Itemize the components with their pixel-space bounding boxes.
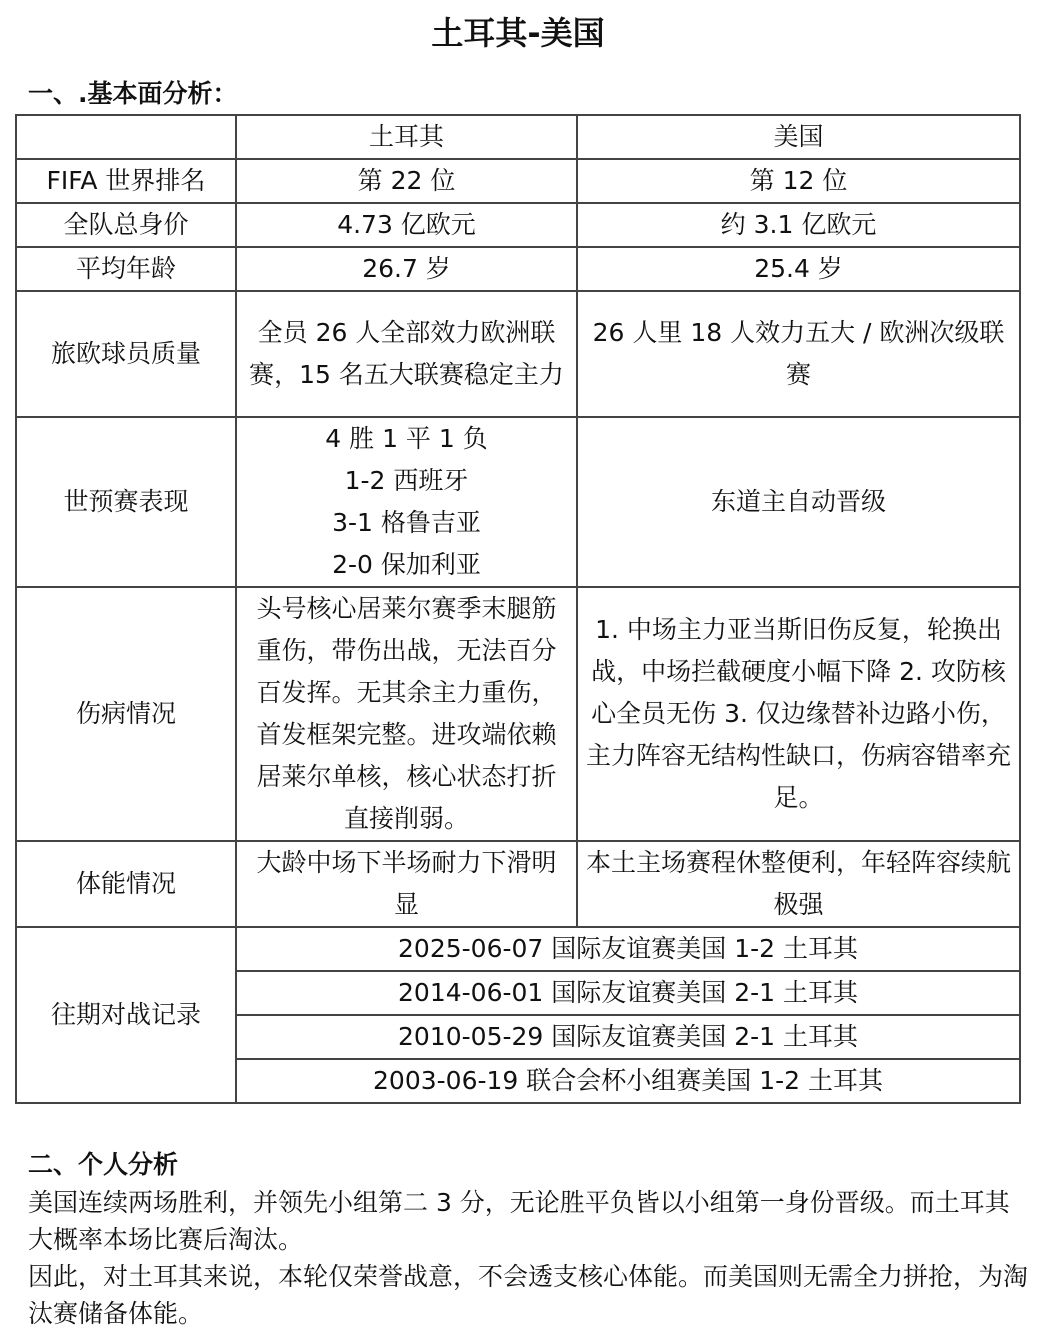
header-cell-usa: 美国	[577, 115, 1020, 159]
cell-usa: 本土主场赛程休整便利，年轻阵容续航极强	[577, 841, 1020, 927]
comparison-table	[15, 114, 1021, 1104]
row-label: FIFA 世界排名	[16, 159, 236, 203]
header-cell-empty	[16, 115, 236, 159]
cell-usa: 约 3.1 亿欧元	[577, 203, 1020, 247]
cell-usa: 26 人里 18 人效力五大 / 欧洲次级联赛	[577, 291, 1020, 417]
cell-usa: 第 12 位	[577, 159, 1020, 203]
row-label-history: 往期对战记录	[16, 927, 236, 1103]
history-match: 2025-06-07 国际友谊赛美国 1-2 土耳其	[236, 927, 1020, 971]
analysis-paragraph: 因此，对土耳其来说，本轮仅荣誉战意，不会透支核心体能。而美国则无需全力拼抢，为淘汰赛储备体能。	[28, 1262, 1029, 1328]
history-match: 2014-06-01 国际友谊赛美国 2-1 土耳其	[236, 971, 1020, 1015]
cell-turkey: 全员 26 人全部效力欧洲联赛，15 名五大联赛稳定主力	[236, 291, 577, 417]
section-heading-personal: 二、个人分析	[28, 1150, 179, 1179]
cell-usa: 1. 中场主力亚当斯旧伤反复，轮换出战，中场拦截硬度小幅下降 2. 攻防核心全员无伤 3. 仅边缘替补边路小伤，主力阵容无结构性缺口，伤病容错率充足。	[577, 587, 1020, 841]
row-label: 世预赛表现	[16, 417, 236, 587]
table-row-history	[16, 927, 1020, 971]
history-match: 2003-06-19 联合会杯小组赛美国 1-2 土耳其	[236, 1059, 1020, 1103]
cell-turkey: 4.73 亿欧元	[236, 203, 577, 247]
table-row-average-age	[16, 247, 1020, 291]
row-label: 体能情况	[16, 841, 236, 927]
history-match: 2010-05-29 国际友谊赛美国 2-1 土耳其	[236, 1015, 1020, 1059]
row-label: 平均年龄	[16, 247, 236, 291]
cell-turkey: 26.7 岁	[236, 247, 577, 291]
table-row-fitness	[16, 841, 1020, 927]
table-row-injuries	[16, 587, 1020, 841]
analysis-paragraph: 美国连续两场胜利，并领先小组第二 3 分，无论胜平负皆以小组第一身份晋级。而土耳其大概率本场比赛后淘汰。	[28, 1188, 1010, 1254]
qualifier-result: 2-0 保加利亚	[332, 550, 481, 579]
section-heading-fundamentals: 一、.基本面分析：	[28, 79, 238, 108]
cell-turkey: 头号核心居莱尔赛季末腿筋重伤，带伤出战，无法百分百发挥。无其余主力重伤，首发框架完整。进攻端依赖居莱尔单核，核心状态打折直接削弱。	[236, 587, 577, 841]
table-row-europe-players	[16, 291, 1020, 417]
table-row-fifa-ranking	[16, 159, 1020, 203]
header-cell-turkey: 土耳其	[236, 115, 577, 159]
row-label: 旅欧球员质量	[16, 291, 236, 417]
row-label: 全队总身价	[16, 203, 236, 247]
cell-usa: 东道主自动晋级	[577, 417, 1020, 587]
cell-turkey	[236, 417, 577, 587]
cell-turkey: 大龄中场下半场耐力下滑明显	[236, 841, 577, 927]
table-row-market-value	[16, 203, 1020, 247]
qualifier-result: 3-1 格鲁吉亚	[332, 508, 481, 537]
table-header-row	[16, 115, 1020, 159]
row-label: 伤病情况	[16, 587, 236, 841]
qualifier-result: 1-2 西班牙	[344, 466, 469, 495]
qualifier-record: 4 胜 1 平 1 负	[325, 424, 488, 453]
cell-turkey: 第 22 位	[236, 159, 577, 203]
cell-usa: 25.4 岁	[577, 247, 1020, 291]
table-row-qualifiers	[16, 417, 1020, 587]
page-title: 土耳其-美国	[431, 14, 605, 52]
